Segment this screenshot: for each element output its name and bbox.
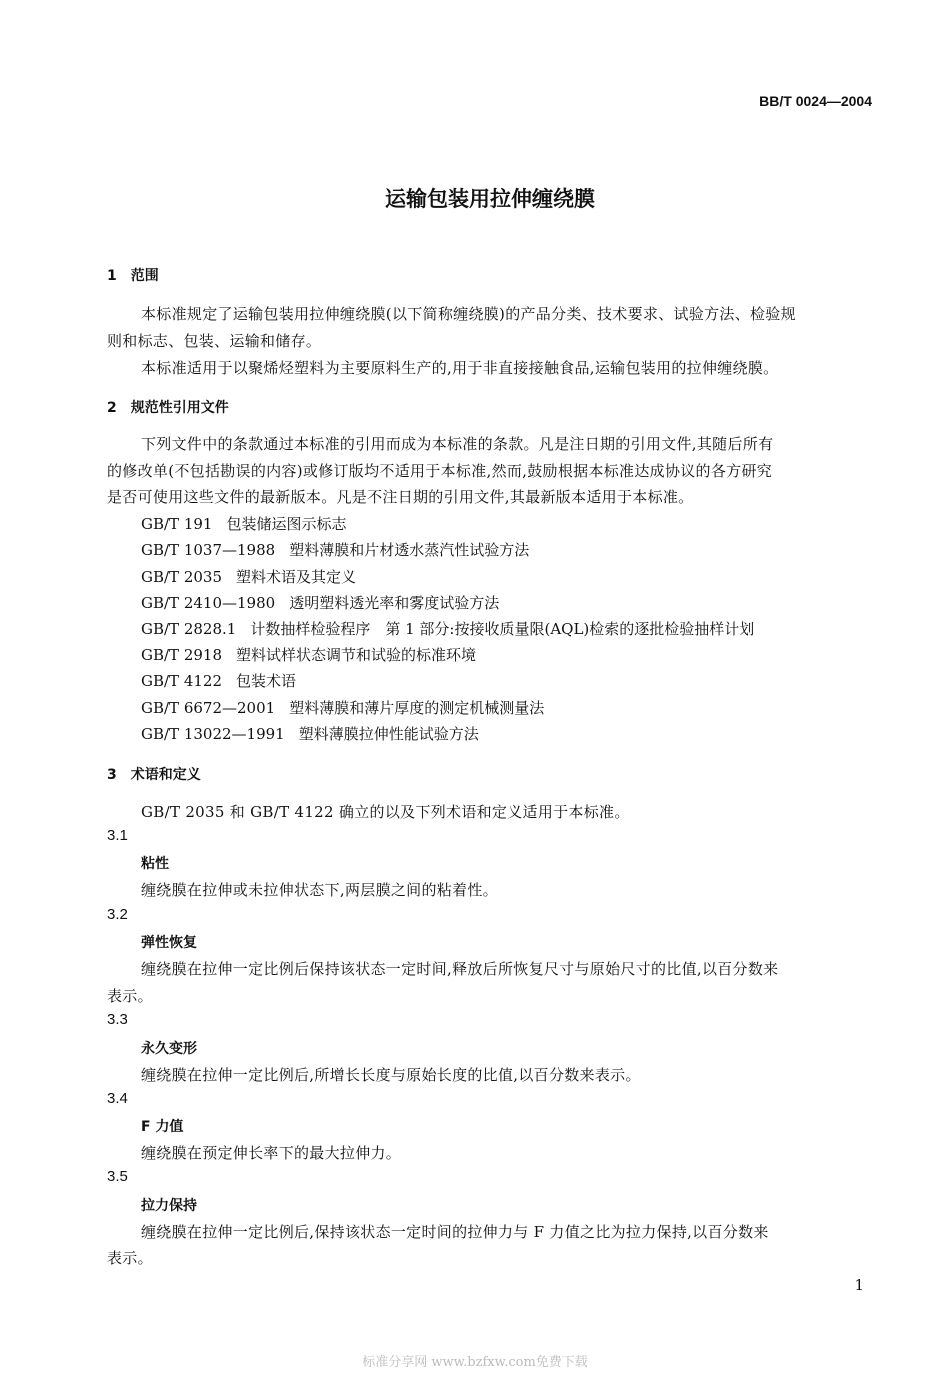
reference-title: 透明塑料透光率和雾度试验方法 [289, 594, 500, 612]
term-name: 弹性恢复 [141, 935, 197, 951]
watermark-footer: 标准分享网 www.bzfxw.com免费下载 [362, 1355, 588, 1370]
term-number: 3.2 [107, 906, 128, 923]
reference-code: GB/T 1037—1988 [141, 541, 276, 559]
reference-item [141, 513, 346, 534]
term-name: 永久变形 [141, 1041, 197, 1057]
reference-item [141, 618, 754, 639]
reference-code: GB/T 2410—1980 [141, 594, 276, 612]
standard-number: BB/T 0024—2004 [759, 93, 872, 109]
section-1-paragraph-2: 本标准适用于以聚烯烃塑料为主要原料生产的,用于非直接接触食品,运输包装用的拉伸缠绕膜。 [141, 359, 779, 377]
reference-title: 塑料薄膜和薄片厚度的测定机械测量法 [289, 699, 545, 717]
term-definition: 缠绕膜在预定伸长率下的最大拉伸力。 [141, 1144, 402, 1162]
section-1-paragraph-line2: 则和标志、包装、运输和储存。 [107, 332, 322, 350]
term-name: F 力值 [141, 1119, 184, 1135]
reference-title: 塑料薄膜拉伸性能试验方法 [298, 725, 479, 743]
reference-title: 塑料薄膜和片材透水蒸汽性试验方法 [289, 541, 530, 559]
term-definition: 缠绕膜在拉伸或未拉伸状态下,两层膜之间的粘着性。 [141, 881, 498, 899]
reference-code: GB/T 4122 [141, 672, 223, 690]
reference-item [141, 670, 296, 691]
reference-title: 包装储运图示标志 [226, 515, 347, 533]
reference-item [141, 566, 356, 587]
section-1-heading: 1 范围 [107, 268, 159, 284]
reference-item [141, 723, 479, 744]
term-definition: 缠绕膜在拉伸一定比例后保持该状态一定时间,释放后所恢复尺寸与原始尺寸的比值,以百分数来 [141, 960, 779, 978]
reference-title: 塑料术语及其定义 [236, 568, 357, 586]
reference-title: 包装术语 [236, 672, 297, 690]
reference-code: GB/T 2828.1 [141, 620, 237, 638]
term-number: 3.3 [107, 1011, 128, 1028]
section-2-paragraph-line1: 下列文件中的条款通过本标准的引用而成为本标准的条款。凡是注日期的引用文件,其随后所有 [141, 435, 774, 453]
section-3-intro: GB/T 2035 和 GB/T 4122 确立的以及下列术语和定义适用于本标准。 [141, 803, 630, 821]
term-number: 3.5 [107, 1168, 128, 1185]
section-1-paragraph-line1: 本标准规定了运输包装用拉伸缠绕膜(以下简称缠绕膜)的产品分类、技术要求、试验方法、检验规 [141, 305, 796, 323]
reference-title: 计数抽样检验程序 第 1 部分:按接收质量限(AQL)检索的逐批检验抽样计划 [250, 620, 755, 638]
section-2-paragraph-line2: 的修改单(不包括勘误的内容)或修订版均不适用于本标准,然而,鼓励根据本标准达成协议的各方研究 [107, 462, 773, 480]
term-number: 3.4 [107, 1090, 128, 1107]
reference-item [141, 644, 476, 665]
reference-code: GB/T 13022—1991 [141, 725, 285, 743]
reference-code: GB/T 2918 [141, 646, 223, 664]
term-name: 粘性 [141, 856, 169, 872]
reference-item [141, 697, 544, 718]
section-2-heading: 2 规范性引用文件 [107, 400, 229, 416]
reference-code: GB/T 2035 [141, 568, 223, 586]
term-number: 3.1 [107, 827, 128, 844]
term-name: 拉力保持 [141, 1198, 197, 1214]
reference-title: 塑料试样状态调节和试验的标准环境 [236, 646, 477, 664]
reference-code: GB/T 6672—2001 [141, 699, 276, 717]
reference-code: GB/T 191 [141, 515, 213, 533]
reference-item [141, 539, 529, 560]
term-definition: 缠绕膜在拉伸一定比例后,所增长长度与原始长度的比值,以百分数来表示。 [141, 1066, 641, 1084]
term-definition-cont: 表示。 [107, 1249, 153, 1267]
page-number: 1 [854, 1276, 864, 1294]
section-3-heading: 3 术语和定义 [107, 767, 201, 783]
term-definition: 缠绕膜在拉伸一定比例后,保持该状态一定时间的拉伸力与 F 力值之比为拉力保持,以百分数来 [141, 1223, 769, 1241]
reference-item [141, 592, 499, 613]
term-definition-cont: 表示。 [107, 987, 153, 1005]
section-2-paragraph-line3: 是否可使用这些文件的最新版本。凡是不注日期的引用文件,其最新版本适用于本标准。 [107, 488, 694, 506]
document-title: 运输包装用拉伸缠绕膜 [385, 187, 595, 211]
